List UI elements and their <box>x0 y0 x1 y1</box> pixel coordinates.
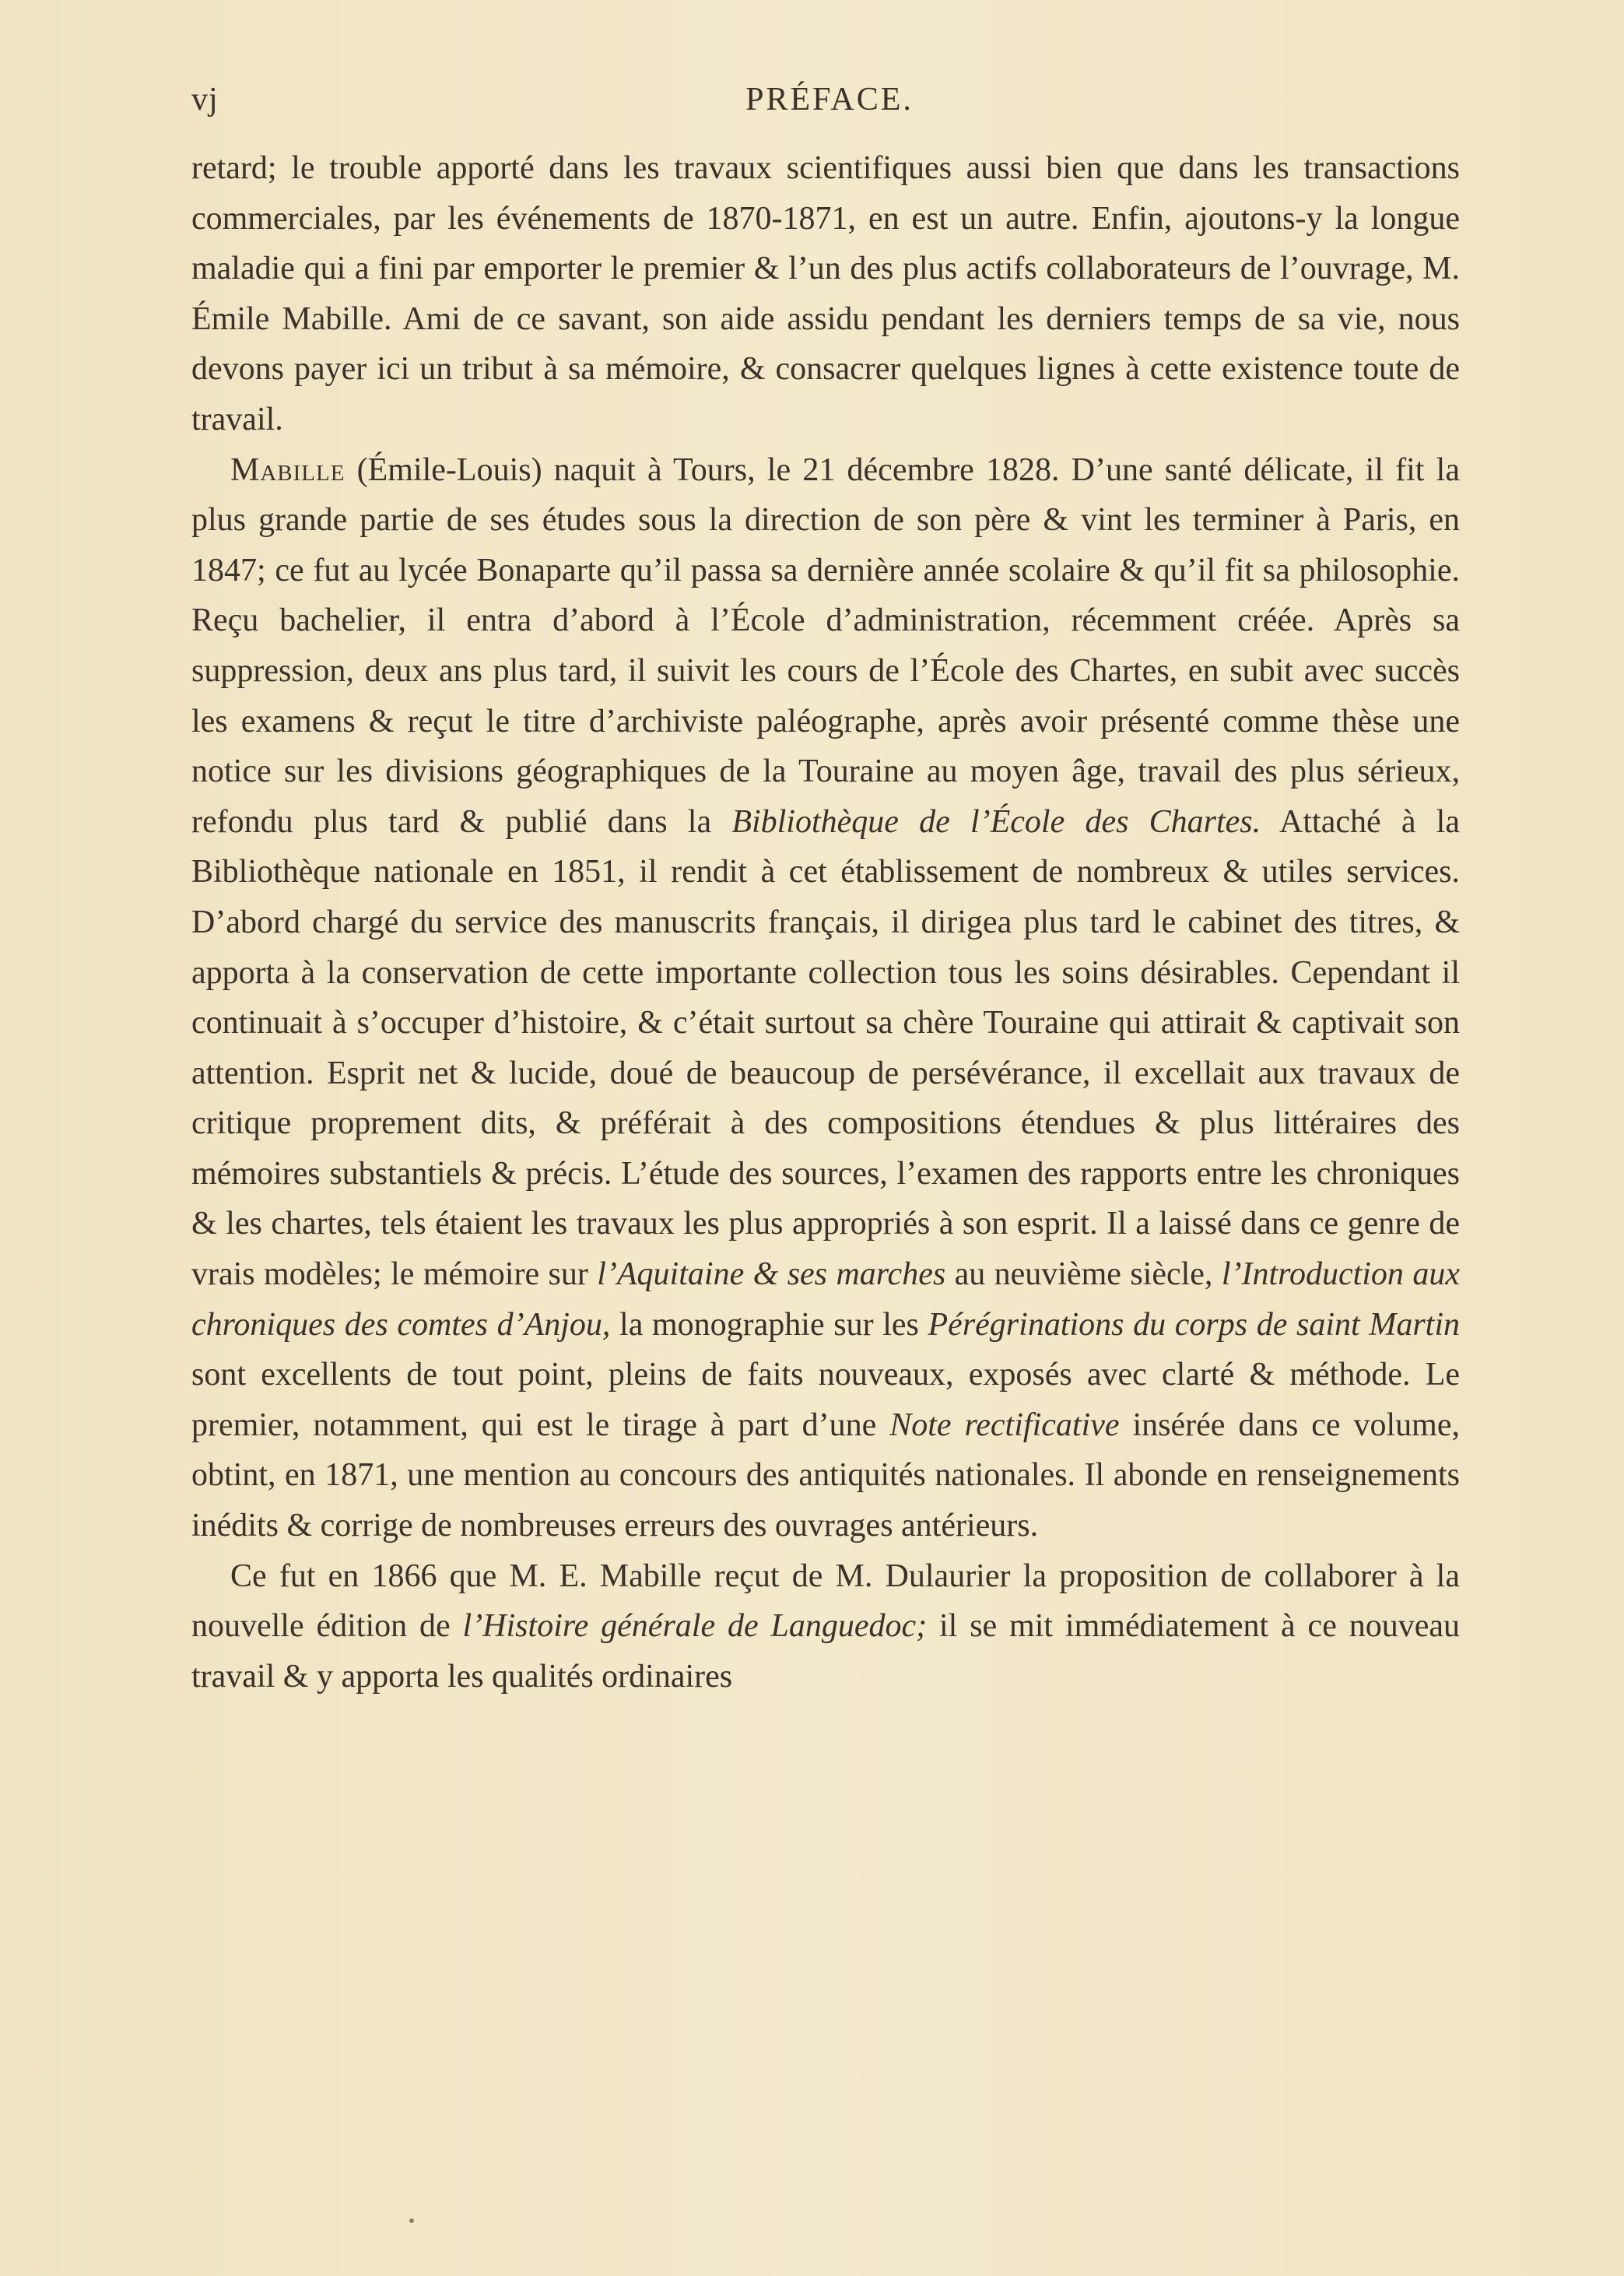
italic-title: Bibliothèque de l’École des Chartes. <box>731 803 1261 840</box>
text-run: sont excellents de tout point, pleins de faits nouveaux, exposés avec clarté & méthode. Le premier, notamment, qui est le tirage à part d’une <box>191 1357 1460 1443</box>
italic-title: l’Histoire générale de Languedoc; <box>462 1608 928 1645</box>
text-run: retard; le trouble apporté dans les travaux scientifiques aussi bien que dans les transactions commerciales, par les événements de 1870-1871, en est un autre. Enfin, ajoutons-y la longue maladie qui a fini par emporter le premier & l’un des plus actifs collaborateurs de l’ouvrage, M. Émile Mabille. Ami de ce savant, son aide assidu pendant les derniers temps de sa vie, nous devons payer ici un tribut à sa mémoire, & consacrer quelques lignes à cette existence toute de travail. <box>191 150 1460 437</box>
paragraph <box>191 1551 1460 1702</box>
running-title: PRÉFACE. <box>745 82 914 118</box>
italic-title: Pérégrinations du corps de saint Martin <box>928 1306 1460 1343</box>
page-header <box>191 81 1468 128</box>
page-number: vj <box>191 82 219 118</box>
name-smallcaps: Mabille <box>230 451 345 488</box>
text-run: insérée dans ce volume, obtint, en 1871, une mention au concours des antiquités nationales. Il abonde en renseignements inédits & corrige de nombreuses erreurs des ouvrages antérieurs. <box>191 1407 1460 1544</box>
text-run: Attaché à la Bibliothèque nationale en 1851, il rendit à cet établissement de nombreux & utiles services. D’abord chargé du service des manuscrits français, il dirigea plus tard le cabinet des titres, & apporta à la conservation de cette importante collection tous les soins désirables. Cependant il continuait à s’occuper d’histoire, & c’était surtout sa chère Touraine qui attirait & captivait son attention. Esprit net & lucide, doué de beaucoup de persévérance, il excellait aux travaux de critique proprement dits, & préférait à des compositions étendues & plus littéraires des mémoires substantiels & précis. L’étude des sources, l’examen des rapports entre les chroniques & les chartes, tels étaient les travaux les plus appropriés à son esprit. Il a laissé dans ce genre de vrais modèles; le mémoire sur <box>191 803 1460 1293</box>
text-run: au neuvième siècle, <box>945 1256 1222 1293</box>
ink-speck <box>409 2218 414 2223</box>
text-run: (Émile-Louis) naquit à Tours, le 21 décembre 1828. D’une santé délicate, il fit la plus grande partie de ses études sous la direction de son père & vint les terminer à Paris, en 1847; ce fut au lycée Bonaparte qu’il passa sa dernière année scolaire & qu’il fit sa philosophie. Reçu bachelier, il entra d’abord à l’École d’administration, récemment créée. Après sa suppression, deux ans plus tard, il suivit les cours de l’École des Chartes, en subit avec succès les examens & reçut le titre d’archiviste paléographe, après avoir présenté comme thèse une notice sur les divisions géographiques de la Touraine au moyen âge, travail des plus sérieux, refondu plus tard & publié dans la <box>191 451 1460 840</box>
italic-title: Note rectificative <box>889 1407 1120 1443</box>
italic-title: l’Introduction aux chroniques des comtes d’Anjou, <box>191 1256 1460 1343</box>
text-run: il se mit immédiatement à ce nouveau travail & y apporta les qualités ordinaires <box>191 1608 1460 1695</box>
text-run: la monographie sur les <box>610 1306 928 1343</box>
paragraph <box>191 143 1460 445</box>
body-text <box>191 143 1460 1702</box>
italic-title: l’Aquitaine & ses marches <box>597 1256 946 1293</box>
text-run: Ce fut en 1866 que M. E. Mabille reçut de M. Dulaurier la proposition de collaborer à la nouvelle édition de <box>191 1558 1460 1645</box>
paragraph <box>191 445 1460 1551</box>
